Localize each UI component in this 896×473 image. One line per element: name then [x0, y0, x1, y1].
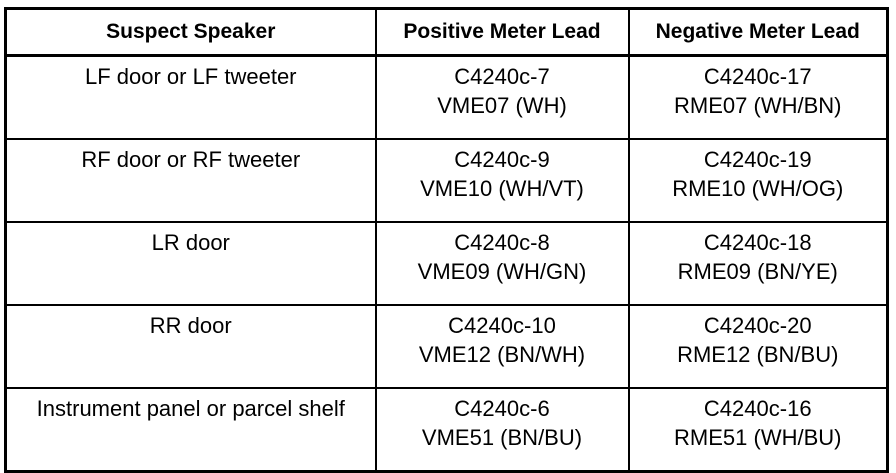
- table-row: [6, 388, 888, 472]
- speaker-cell: LF door or LF tweeter: [6, 56, 376, 140]
- negative-circuit: RME51 (WH/BU): [674, 425, 842, 450]
- speaker-cell: RF door or RF tweeter: [6, 139, 376, 222]
- negative-circuit: RME12 (BN/BU): [677, 342, 839, 367]
- speaker-test-table: [4, 7, 889, 473]
- speaker-cell: RR door: [6, 305, 376, 388]
- negative-connector: C4240c-17: [703, 64, 812, 89]
- positive-lead-cell: [376, 139, 629, 222]
- negative-circuit: RME07 (WH/BN): [674, 93, 842, 118]
- positive-lead-cell: [376, 388, 629, 472]
- negative-circuit: RME10 (WH/OG): [672, 176, 844, 201]
- positive-connector: C4240c-9: [454, 147, 550, 172]
- positive-connector: C4240c-6: [454, 396, 550, 421]
- positive-connector: C4240c-7: [454, 64, 550, 89]
- negative-connector: C4240c-19: [703, 147, 812, 172]
- positive-lead-cell: [376, 305, 629, 388]
- positive-connector: C4240c-8: [454, 230, 550, 255]
- negative-connector: C4240c-16: [703, 396, 812, 421]
- negative-circuit: RME09 (BN/YE): [677, 259, 838, 284]
- positive-circuit: VME10 (WH/VT): [420, 176, 584, 201]
- positive-connector: C4240c-10: [448, 313, 556, 338]
- negative-lead-cell: [629, 56, 888, 140]
- negative-lead-cell: [629, 305, 888, 388]
- positive-lead-cell: [376, 222, 629, 305]
- header-positive-meter-lead: Positive Meter Lead: [376, 9, 629, 56]
- header-suspect-speaker: Suspect Speaker: [6, 9, 376, 56]
- negative-lead-cell: [629, 222, 888, 305]
- table-header-row: [6, 9, 888, 56]
- negative-connector: C4240c-18: [703, 230, 812, 255]
- positive-circuit: VME51 (BN/BU): [421, 425, 583, 450]
- table-row: [6, 305, 888, 388]
- header-negative-meter-lead: Negative Meter Lead: [629, 9, 888, 56]
- speaker-cell: Instrument panel or parcel shelf: [6, 388, 376, 472]
- negative-connector: C4240c-20: [703, 313, 812, 338]
- positive-circuit: VME12 (BN/WH): [418, 342, 586, 367]
- positive-circuit: VME09 (WH/GN): [417, 259, 587, 284]
- table-row: [6, 139, 888, 222]
- negative-lead-cell: [629, 388, 888, 472]
- speaker-cell: LR door: [6, 222, 376, 305]
- positive-lead-cell: [376, 56, 629, 140]
- table-row: [6, 222, 888, 305]
- table-row: [6, 56, 888, 140]
- negative-lead-cell: [629, 139, 888, 222]
- positive-circuit: VME07 (WH): [437, 93, 567, 118]
